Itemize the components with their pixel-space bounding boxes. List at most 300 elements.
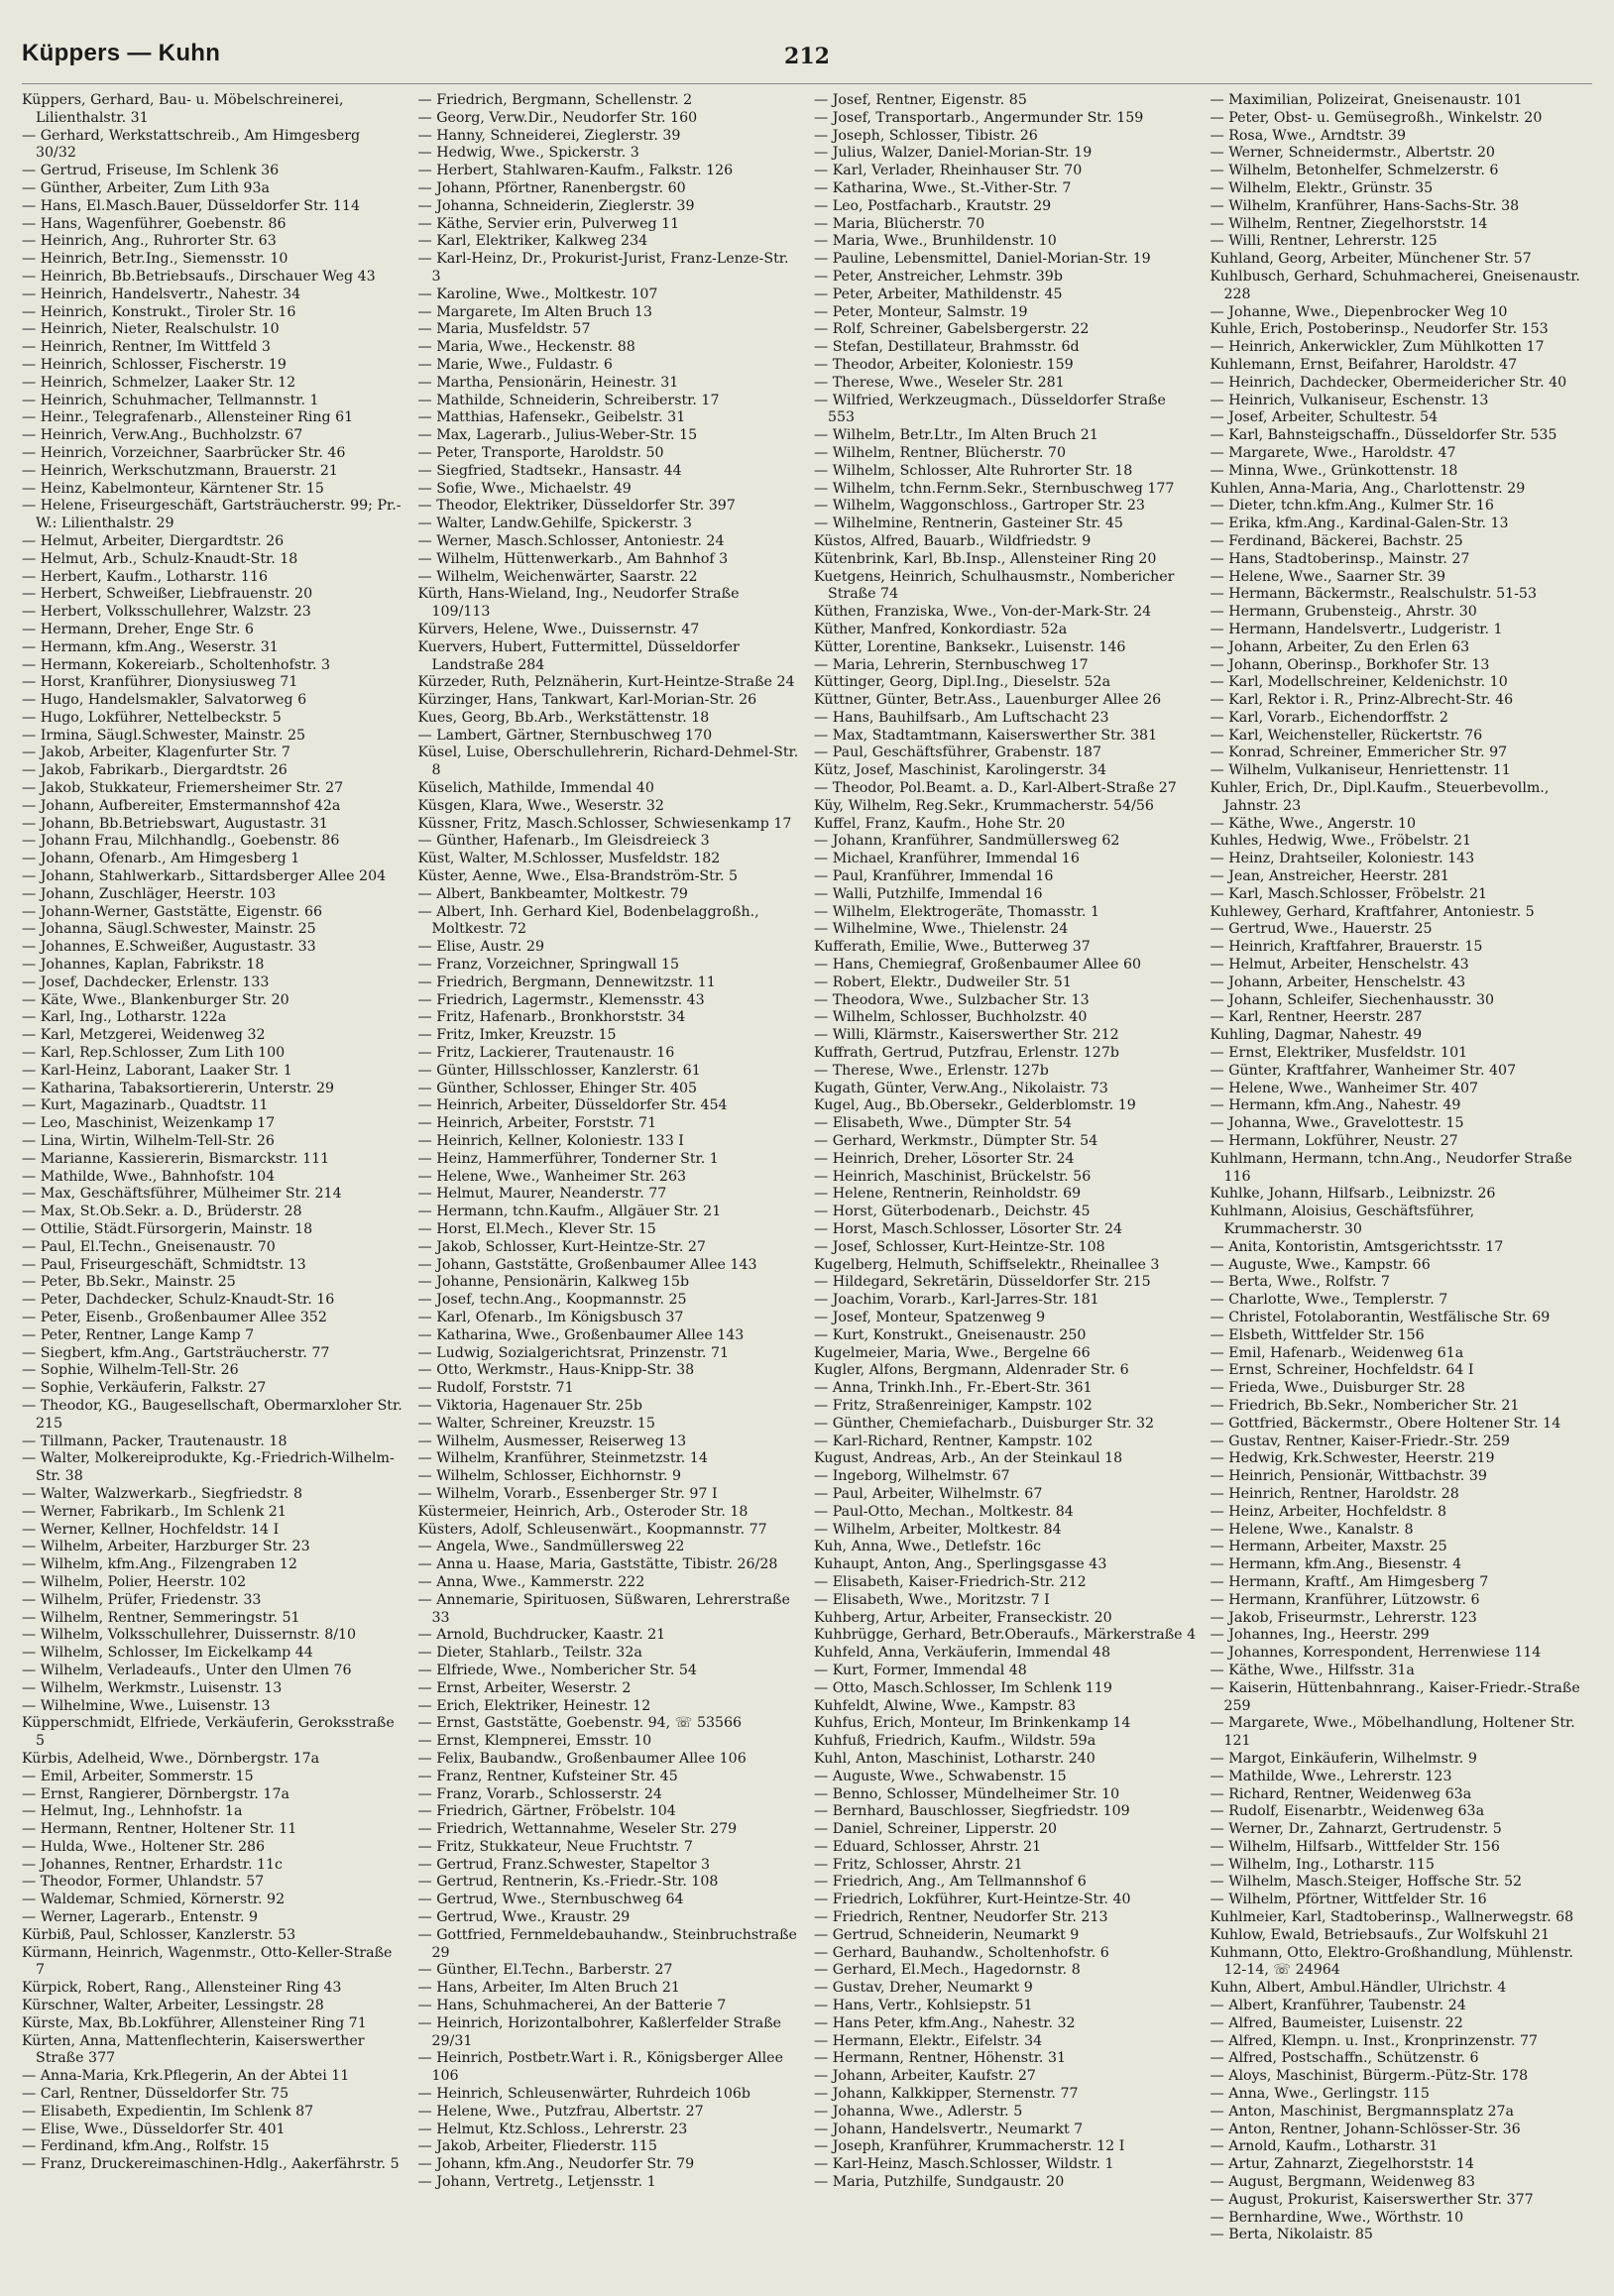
directory-entry: Kugler, Alfons, Bergmann, Aldenrader Str. 6 <box>814 1362 1129 1379</box>
directory-entry: Küstermeier, Heinrich, Arb., Osteroder Str. 18 <box>417 1503 749 1520</box>
directory-entry: Kürbis, Adelheid, Wwe., Dörnbergstr. 17a <box>22 1750 320 1767</box>
directory-entry: — Helene, Wwe., Kanalstr. 8 <box>1210 1521 1414 1538</box>
directory-entry: — Anna, Wwe., Kammerstr. 222 <box>417 1573 645 1590</box>
directory-entry: — Heinrich, Handelsvertr., Nahestr. 34 <box>22 286 301 302</box>
directory-entry: — Carl, Rentner, Düsseldorfer Str. 75 <box>22 2086 289 2103</box>
directory-entry: — Ernst, Schreiner, Hochfeldstr. 64 I <box>1210 1362 1474 1379</box>
directory-entry: — Friedrich, Rentner, Neudorfer Str. 213 <box>814 1909 1108 1926</box>
directory-entry: — Heinz, Drahtseiler, Koloniestr. 143 <box>1210 851 1475 867</box>
directory-entry: — Fritz, Hafenarb., Bronkhorststr. 34 <box>417 1009 686 1026</box>
directory-entry: — Maria, Lehrerin, Sternbuschweg 17 <box>814 656 1089 673</box>
directory-entry: — Rudolf, Forststr. 71 <box>417 1380 574 1397</box>
directory-entry: — Fritz, Stukkateur, Neue Fruchtstr. 7 <box>417 1838 693 1855</box>
directory-entry: — Wilhelm, Vulkaniseur, Henriettenstr. 11 <box>1210 762 1511 779</box>
directory-entry: — Johann-Werner, Gaststätte, Eigenstr. 66 <box>22 903 323 920</box>
directory-entry: — Mathilde, Wwe., Bahnhofstr. 104 <box>22 1168 276 1185</box>
directory-entry: — Eduard, Schlosser, Ahrstr. 21 <box>814 1838 1042 1855</box>
directory-entry: — Albert, Inh. Gerhard Kiel, Bodenbelaggroßh., Moltkestr. 72 <box>417 903 759 938</box>
directory-entry: Kuhland, Georg, Arbeiter, Münchener Str. 57 <box>1210 251 1532 268</box>
directory-entry: — Jean, Anstreicher, Heerstr. 281 <box>1210 868 1449 885</box>
directory-entry: Kuhles, Hedwig, Wwe., Fröbelstr. 21 <box>1210 833 1472 850</box>
directory-entry: — Karl, Rektor i. R., Prinz-Albrecht-Str. 46 <box>1210 692 1514 709</box>
directory-entry: Kuhlmann, Hermann, tchn.Ang., Neudorfer Straße 116 <box>1210 1150 1572 1185</box>
directory-entry: — Fritz, Imker, Kreuzstr. 15 <box>417 1027 617 1044</box>
directory-entry: — Peter, Obst- u. Gemüsegroßh., Winkelstr. 20 <box>1210 109 1543 126</box>
directory-entry: Kuhler, Erich, Dr., Dipl.Kaufm., Steuerbevollm., Jahnstr. 23 <box>1210 780 1550 814</box>
directory-entry: — Günther, Hafenarb., Im Gleisdreieck 3 <box>417 833 710 850</box>
directory-entry: — Walter, Landw.Gehilfe, Spickerstr. 3 <box>417 516 692 532</box>
directory-entry: — Walter, Schreiner, Kreuzstr. 15 <box>417 1415 655 1432</box>
directory-entry: — Benno, Schlosser, Mündelheimer Str. 10 <box>814 1785 1120 1802</box>
directory-entry: — Werner, Masch.Schlosser, Antoniestr. 24 <box>417 532 725 549</box>
directory-column-4 <box>1210 92 1593 2273</box>
directory-entry: — Sophie, Wilhelm-Tell-Str. 26 <box>22 1362 239 1379</box>
directory-entry: — Hans, Wagenführer, Goebenstr. 86 <box>22 215 287 232</box>
directory-entry: — Hermann, Lokführer, Neustr. 27 <box>1210 1133 1458 1150</box>
directory-entry: — Heinrich, Werkschutzmann, Brauerstr. 21 <box>22 462 338 479</box>
directory-entry: — Wilhelm, tchn.Fernm.Sekr., Sternbuschweg 177 <box>814 480 1175 497</box>
directory-entry: — Karl, Bahnsteigschaffn., Düsseldorfer Str. 535 <box>1210 427 1557 444</box>
directory-entry: — Elisabeth, Kaiser-Friedrich-Str. 212 <box>814 1573 1087 1590</box>
directory-entry: — Johannes, Kaplan, Fabrikstr. 18 <box>22 957 265 974</box>
directory-entry: — Wilhelmine, Rentnerin, Gasteiner Str. 45 <box>814 516 1123 532</box>
directory-entry: — Anna u. Haase, Maria, Gaststätte, Tibistr. 26/28 <box>417 1556 778 1573</box>
directory-entry: — Marie, Wwe., Fuldastr. 6 <box>417 356 613 373</box>
directory-entry: — Wilhelm, Volksschullehrer, Duissernstr. 8/10 <box>22 1627 357 1644</box>
directory-entry: Kuhberg, Artur, Arbeiter, Franseckistr. 20 <box>814 1609 1112 1626</box>
directory-entry: — Jakob, Schlosser, Kurt-Heintze-Str. 27 <box>417 1238 706 1255</box>
directory-entry: — Erich, Elektriker, Heinestr. 12 <box>417 1697 651 1714</box>
directory-entry: — Felix, Baubandw., Großenbaumer Allee 106 <box>417 1750 747 1767</box>
directory-entry: Kuhl, Anton, Maschinist, Lotharstr. 240 <box>814 1750 1095 1767</box>
directory-entry: — Sophie, Verkäuferin, Falkstr. 27 <box>22 1380 267 1397</box>
directory-columns <box>22 92 1592 2273</box>
directory-entry: — Maria, Wwe., Heckenstr. 88 <box>417 339 635 356</box>
directory-entry: — Julius, Walzer, Daniel-Morian-Str. 19 <box>814 145 1093 162</box>
directory-entry: — Gerhard, Werkmstr., Dümpter Str. 54 <box>814 1133 1098 1150</box>
directory-entry: — Wilhelm, Schlosser, Im Eickelkamp 44 <box>22 1645 313 1662</box>
directory-entry: — Paul, Kranführer, Immendal 16 <box>814 868 1054 885</box>
directory-entry: — Günther, Arbeiter, Zum Lith 93a <box>22 179 270 196</box>
directory-entry: Kuffrath, Gertrud, Putzfrau, Erlenstr. 127b <box>814 1045 1119 1062</box>
directory-entry: Kuhmann, Otto, Elektro-Großhandlung, Mühlenstr. 12-14, ☏ 24964 <box>1210 1944 1574 1979</box>
directory-entry: — Johannes, Rentner, Erhardstr. 11c <box>22 1856 284 1873</box>
directory-entry: — Friedrich, Ang., Am Tellmannshof 6 <box>814 1874 1087 1891</box>
directory-entry: — Karl-Heinz, Masch.Schlosser, Wildstr. 1 <box>814 2156 1114 2173</box>
directory-entry: — Johann, Vertretg., Letjensstr. 1 <box>417 2174 656 2191</box>
directory-entry: — Johann, kfm.Ang., Neudorfer Str. 79 <box>417 2156 695 2173</box>
directory-entry: — August, Prokurist, Kaiserswerther Str. 377 <box>1210 2191 1534 2208</box>
directory-entry: — Heinz, Hammerführer, Tonderner Str. 1 <box>417 1150 719 1167</box>
directory-entry: — Wilhelm, Arbeiter, Harzburger Str. 23 <box>22 1539 310 1555</box>
directory-entry: — Tillmann, Packer, Trautenaustr. 18 <box>22 1433 288 1449</box>
directory-entry: — Emil, Hafenarb., Weidenweg 61a <box>1210 1344 1464 1361</box>
directory-entry: — Karoline, Wwe., Moltkestr. 107 <box>417 286 658 302</box>
directory-entry: — Heinz, Arbeiter, Hochfeldstr. 8 <box>1210 1503 1447 1520</box>
directory-entry: — Hermann, kfm.Ang., Nahestr. 49 <box>1210 1097 1461 1114</box>
directory-entry: — Karl, Ing., Lotharstr. 122a <box>22 1009 227 1026</box>
directory-entry: — Auguste, Wwe., Kampstr. 66 <box>1210 1256 1431 1273</box>
directory-entry: Küttinger, Georg, Dipl.Ing., Dieselstr. 52a <box>814 674 1111 691</box>
directory-entry: Kufferath, Emilie, Wwe., Butterweg 37 <box>814 939 1091 956</box>
directory-entry: Kugust, Andreas, Arb., An der Steinkaul 18 <box>814 1450 1123 1467</box>
directory-entry: — Peter, Anstreicher, Lehmstr. 39b <box>814 268 1063 285</box>
directory-entry: Küsters, Adolf, Schleusenwärt., Koopmannstr. 77 <box>417 1521 767 1538</box>
directory-entry: — Annemarie, Spirituosen, Süßwaren, Lehrerstraße 33 <box>417 1591 790 1626</box>
directory-entry: — Katharina, Wwe., St.-Vither-Str. 7 <box>814 179 1072 196</box>
directory-entry: — Johannes, Korrespondent, Herrenwiese 114 <box>1210 1645 1542 1662</box>
directory-entry: — Rolf, Schreiner, Gabelsbergerstr. 22 <box>814 321 1090 338</box>
directory-entry: — Anna-Maria, Krk.Pflegerin, An der Abtei 11 <box>22 2068 350 2085</box>
directory-entry: — Rosa, Wwe., Arndtstr. 39 <box>1210 127 1407 144</box>
directory-entry: — Willi, Rentner, Lehrerstr. 125 <box>1210 233 1438 250</box>
directory-entry: Kuhbrügge, Gerhard, Betr.Oberaufs., Märkerstraße 4 <box>814 1627 1197 1644</box>
directory-entry: — Gerhard, El.Mech., Hagedornstr. 8 <box>814 1962 1081 1979</box>
directory-entry: — Siegbert, kfm.Ang., Gartsträucherstr. 77 <box>22 1344 330 1361</box>
directory-entry: — Fritz, Schlosser, Ahrstr. 21 <box>814 1856 1023 1873</box>
directory-entry: — Johann, Gaststätte, Großenbaumer Allee 143 <box>417 1256 757 1273</box>
directory-entry: — Hans, El.Masch.Bauer, Düsseldorfer Str. 114 <box>22 197 360 214</box>
directory-entry: — Karl, Rep.Schlosser, Zum Lith 100 <box>22 1045 286 1062</box>
directory-entry: — Heinz, Kabelmonteur, Kärntener Str. 15 <box>22 480 324 497</box>
directory-entry: — Mathilde, Schneiderin, Schreiberstr. 17 <box>417 392 720 408</box>
directory-entry: Kütter, Lorentine, Banksekr., Luisenstr. 146 <box>814 638 1126 655</box>
directory-entry: — Kurt, Magazinarb., Quadtstr. 11 <box>22 1097 269 1114</box>
directory-entry: — Josef, Transportarb., Angermunder Str. 159 <box>814 109 1144 126</box>
directory-entry: Kuhfuß, Friedrich, Kaufm., Wildstr. 59a <box>814 1733 1096 1750</box>
directory-entry: — Helene, Wwe., Saarner Str. 39 <box>1210 568 1446 585</box>
directory-entry: Kuervers, Hubert, Futtermittel, Düsseldorfer Landstraße 284 <box>417 638 740 673</box>
directory-entry: Kugath, Günter, Verw.Ang., Nikolaistr. 73 <box>814 1080 1108 1096</box>
directory-entry: — Alfred, Klempn. u. Inst., Kronprinzenstr. 77 <box>1210 2032 1539 2049</box>
directory-entry: — Alfred, Baumeister, Luisenstr. 22 <box>1210 2014 1463 2031</box>
directory-entry: — Johanne, Pensionärin, Kalkweg 15b <box>417 1274 690 1291</box>
directory-entry: — Helmut, Ing., Lehnhofstr. 1a <box>22 1803 243 1820</box>
directory-entry: — Alfred, Postschaffn., Schützenstr. 6 <box>1210 2050 1479 2067</box>
directory-entry: Kugelmeier, Maria, Wwe., Bergelne 66 <box>814 1344 1091 1361</box>
directory-entry: — Kaiserin, Hüttenbahnrang., Kaiser-Friedr.-Straße 259 <box>1210 1679 1580 1714</box>
directory-entry: — Elsbeth, Wittfelder Str. 156 <box>1210 1326 1425 1343</box>
directory-entry: — Anton, Maschinist, Bergmannsplatz 27a <box>1210 2103 1514 2120</box>
directory-entry: — Wilhelm, Kranführer, Hans-Sachs-Str. 38 <box>1210 197 1520 214</box>
directory-entry: — Irmina, Säugl.Schwester, Mainstr. 25 <box>22 727 306 744</box>
directory-entry: — Johannes, E.Schweißer, Augustastr. 33 <box>22 939 316 956</box>
directory-entry: — Wilhelm, Polier, Heerstr. 102 <box>22 1573 247 1590</box>
directory-entry: Kuhlbusch, Gerhard, Schuhmacherei, Gneisenaustr. 228 <box>1210 268 1580 302</box>
directory-entry: — Heinrich, Schlosser, Fischerstr. 19 <box>22 356 287 373</box>
directory-entry: — Elise, Austr. 29 <box>417 939 544 956</box>
directory-entry: — Margarete, Im Alten Bruch 13 <box>417 303 652 320</box>
directory-entry: — Johanna, Schneiderin, Zieglerstr. 39 <box>417 197 695 214</box>
directory-entry: — Lambert, Gärtner, Sternbuschweg 170 <box>417 727 713 744</box>
directory-entry: — Friedrich, Bergmann, Dennewitzstr. 11 <box>417 974 716 990</box>
directory-entry: — Wilhelm, Rentner, Semmeringstr. 51 <box>22 1609 300 1626</box>
directory-entry: — Konrad, Schreiner, Emmericher Str. 97 <box>1210 745 1508 761</box>
directory-entry: — Paul, Geschäftsführer, Grabenstr. 187 <box>814 745 1101 761</box>
directory-entry: — Wilhelm, Ing., Lotharstr. 115 <box>1210 1856 1435 1873</box>
directory-entry: — Johanna, Wwe., Adlerstr. 5 <box>814 2103 1023 2120</box>
page-number: 212 <box>784 44 830 69</box>
directory-entry: — Heinrich, Ang., Ruhrorter Str. 63 <box>22 233 277 250</box>
directory-entry: — Wilfried, Werkzeugmach., Düsseldorfer Straße 553 <box>814 392 1166 426</box>
directory-entry: — Franz, Druckereimaschinen-Hdlg., Aakerfährstr. 5 <box>22 2156 400 2173</box>
directory-entry: — Jakob, Fabrikarb., Diergardtstr. 26 <box>22 762 288 779</box>
directory-entry: — Johanna, Wwe., Gravelottestr. 15 <box>1210 1115 1464 1132</box>
directory-entry: — Jakob, Arbeiter, Fliederstr. 115 <box>417 2138 657 2155</box>
directory-entry: — Johanne, Wwe., Diepenbrocker Weg 10 <box>1210 303 1508 320</box>
directory-entry: Küssner, Fritz, Masch.Schlosser, Schwiesenkamp 17 <box>417 815 792 832</box>
directory-entry: — Gertrud, Rentnerin, Ks.-Friedr.-Str. 108 <box>417 1874 719 1891</box>
directory-entry: — Käthe, Servier erin, Pulverweg 11 <box>417 215 680 232</box>
directory-entry: — Mathilde, Wwe., Lehrerstr. 123 <box>1210 1768 1452 1784</box>
directory-entry: — Ingeborg, Wilhelmstr. 67 <box>814 1468 1010 1485</box>
directory-entry: — Peter, Dachdecker, Schulz-Knaudt-Str. 16 <box>22 1292 335 1309</box>
directory-entry: Kuhlen, Anna-Maria, Ang., Charlottenstr. 29 <box>1210 480 1526 497</box>
directory-entry: — Joseph, Schlosser, Tibistr. 26 <box>814 127 1038 144</box>
directory-entry: — Josef, techn.Ang., Koopmannstr. 25 <box>417 1292 687 1309</box>
directory-entry: — Hugo, Handelsmakler, Salvatorweg 6 <box>22 692 307 709</box>
directory-entry: Küsel, Luise, Oberschullehrerin, Richard-Dehmel-Str. 8 <box>417 745 799 779</box>
directory-entry: — Heinrich, Rentner, Im Wittfeld 3 <box>22 339 271 356</box>
directory-entry: — Hans, Arbeiter, Im Alten Bruch 21 <box>417 1980 680 1997</box>
directory-entry: — Jakob, Arbeiter, Klagenfurter Str. 7 <box>22 745 290 761</box>
directory-entry: — Heinrich, Ankerwickler, Zum Mühlkotten 17 <box>1210 339 1545 356</box>
directory-entry: — Helene, Wwe., Wanheimer Str. 407 <box>1210 1080 1479 1096</box>
directory-entry: — Wilhelmine, Wwe., Thielenstr. 24 <box>814 921 1069 938</box>
directory-entry: — Wilhelm, Pförtner, Wittfelder Str. 16 <box>1210 1892 1487 1908</box>
directory-entry: — Franz, Rentner, Kufsteiner Str. 45 <box>417 1768 678 1784</box>
directory-entry: — Helmut, Arbeiter, Henschelstr. 43 <box>1210 957 1469 974</box>
directory-entry: — Karl, Masch.Schlosser, Fröbelstr. 21 <box>1210 885 1487 902</box>
directory-entry: — Ferdinand, kfm.Ang., Rolfstr. 15 <box>22 2138 270 2155</box>
directory-entry: — Gertrud, Wwe., Hauerstr. 25 <box>1210 921 1433 938</box>
directory-entry: — Wilhelm, Masch.Steiger, Hoffsche Str. 52 <box>1210 1874 1523 1891</box>
directory-entry: — Johann, Kalkkipper, Sternenstr. 77 <box>814 2086 1079 2103</box>
directory-entry: Kürvers, Helene, Wwe., Duissernstr. 47 <box>417 621 700 637</box>
directory-entry: — Walli, Putzhilfe, Immendal 16 <box>814 885 1043 902</box>
directory-entry: Kuhlke, Johann, Hilfsarb., Leibnizstr. 26 <box>1210 1186 1496 1203</box>
directory-entry: — Heinrich, Schmelzer, Laaker Str. 12 <box>22 374 296 391</box>
directory-entry: — Karl, Ofenarb., Im Königsbusch 37 <box>417 1309 684 1325</box>
directory-entry: — Gerhard, Bauhandw., Scholtenhofstr. 6 <box>814 1944 1109 1961</box>
directory-entry: Kuetgens, Heinrich, Schulhausmstr., Nombericher Straße 74 <box>814 568 1175 603</box>
directory-entry: — Walter, Walzwerkarb., Siegfriedstr. 8 <box>22 1485 303 1502</box>
directory-entry: — Arnold, Kaufm., Lotharstr. 31 <box>1210 2138 1439 2155</box>
directory-entry: — Ernst, Rangierer, Dörnbergstr. 17a <box>22 1785 289 1802</box>
directory-entry: — Rudolf, Eisenarbtr., Weidenweg 63a <box>1210 1803 1485 1820</box>
directory-entry: — Paul, Friseurgeschäft, Schmidtstr. 13 <box>22 1256 306 1273</box>
directory-entry: Kugel, Aug., Bb.Obersekr., Gelderblomstr. 19 <box>814 1097 1136 1114</box>
directory-entry: — Wilhelm, Vorarb., Essenberger Str. 97 I <box>417 1485 718 1502</box>
directory-entry: — Paul, Arbeiter, Wilhelmstr. 67 <box>814 1485 1043 1502</box>
directory-entry: — Hedwig, Krk.Schwester, Heerstr. 219 <box>1210 1450 1495 1467</box>
directory-entry: — Anna, Trinkh.Inh., Fr.-Ebert-Str. 361 <box>814 1380 1093 1397</box>
directory-entry: — Helmut, Arb., Schulz-Knaudt-Str. 18 <box>22 550 298 567</box>
directory-entry: — Johann, Aufbereiter, Emstermannshof 42a <box>22 797 341 814</box>
directory-entry: Kugelberg, Helmuth, Schiffselektr., Rheinallee 3 <box>814 1256 1160 1273</box>
running-title: Küppers — Kuhn <box>22 40 221 66</box>
directory-entry: — Katharina, Wwe., Großenbaumer Allee 143 <box>417 1326 745 1343</box>
directory-entry: — Helene, Friseurgeschäft, Gartsträucherstr. 99; Pr.-W.: Lilienthalstr. 29 <box>22 498 402 532</box>
directory-entry: — Günther, Chemiefacharb., Duisburger Str. 32 <box>814 1415 1155 1432</box>
directory-entry: — Hermann, kfm.Ang., Weserstr. 31 <box>22 638 279 655</box>
directory-entry: — Elfriede, Wwe., Nombericher Str. 54 <box>417 1662 697 1678</box>
directory-entry: — Werner, Dr., Zahnarzt, Gertrudenstr. 5 <box>1210 1821 1502 1838</box>
directory-entry: — Frieda, Wwe., Duisburger Str. 28 <box>1210 1380 1465 1397</box>
directory-entry: — Helmut, Arbeiter, Diergardtstr. 26 <box>22 532 285 549</box>
directory-entry: — Jakob, Stukkateur, Friemersheimer Str. 27 <box>22 780 344 797</box>
directory-entry: — Hedwig, Wwe., Spickerstr. 3 <box>417 145 639 162</box>
directory-entry: — Käthe, Wwe., Angerstr. 10 <box>1210 815 1417 832</box>
directory-entry: — Otto, Masch.Schlosser, Im Schlenk 119 <box>814 1679 1112 1696</box>
directory-entry: — Max, Geschäftsführer, Mülheimer Str. 214 <box>22 1186 342 1203</box>
directory-entry: — Emil, Arbeiter, Sommerstr. 15 <box>22 1768 254 1784</box>
directory-entry: — Wilhelm, Elektrogeräte, Thomasstr. 1 <box>814 903 1099 920</box>
directory-entry: — Gerhard, Werkstattschreib., Am Himgesberg 30/32 <box>22 127 361 162</box>
directory-entry: — Franz, Vorzeichner, Springwall 15 <box>417 957 680 974</box>
directory-entry: — Hugo, Lokführer, Nettelbeckstr. 5 <box>22 709 282 726</box>
directory-entry: — Heinrich, Dachdecker, Obermeidericher Str. 40 <box>1210 374 1567 391</box>
directory-entry: — Johann, Ofenarb., Am Himgesberg 1 <box>22 851 300 867</box>
directory-entry: — Friedrich, Bb.Sekr., Nombericher Str. 21 <box>1210 1397 1520 1414</box>
directory-entry: Küselich, Mathilde, Immendal 40 <box>417 780 654 797</box>
directory-entry: — Waldemar, Schmied, Körnerstr. 92 <box>22 1892 286 1908</box>
directory-entry: Kürpick, Robert, Rang., Allensteiner Ring 43 <box>22 1980 342 1997</box>
directory-entry: — Horst, Masch.Schlosser, Lösorter Str. 24 <box>814 1221 1123 1237</box>
directory-entry: — Theodor, Former, Uhlandstr. 57 <box>22 1874 265 1891</box>
directory-entry: — Theodor, KG., Baugesellschaft, Obermarxloher Str. 215 <box>22 1397 403 1432</box>
directory-entry: — Maria, Putzhilfe, Sundgaustr. 20 <box>814 2174 1065 2191</box>
directory-entry: — Werner, Lagerarb., Entenstr. 9 <box>22 1909 259 1926</box>
directory-entry: Kürzinger, Hans, Tankwart, Karl-Morian-Str. 26 <box>417 692 757 709</box>
directory-entry: — Peter, Monteur, Salmstr. 19 <box>814 303 1028 320</box>
directory-entry: — Wilhelm, Verladeaufs., Unter den Ulmen 76 <box>22 1662 352 1678</box>
directory-entry: — Max, St.Ob.Sekr. a. D., Brüderstr. 28 <box>22 1204 302 1220</box>
directory-entry: — Heinrich, Maschinist, Brückelstr. 56 <box>814 1168 1092 1185</box>
directory-entry: — Martha, Pensionärin, Heinestr. 31 <box>417 374 679 391</box>
directory-entry: — Johann, Zuschläger, Heerstr. 103 <box>22 885 277 902</box>
directory-entry: — Michael, Kranführer, Immendal 16 <box>814 851 1080 867</box>
directory-entry: — Heinr., Telegrafenarb., Allensteiner Ring 61 <box>22 409 354 426</box>
directory-entry: — Karl-Heinz, Laborant, Laaker Str. 1 <box>22 1062 292 1079</box>
directory-entry: — Fritz, Lackierer, Trautenaustr. 16 <box>417 1045 675 1062</box>
directory-entry: — Herbert, Schweißer, Liebfrauenstr. 20 <box>22 586 313 603</box>
directory-entry: Kürmann, Heinrich, Wagenmstr., Otto-Keller-Straße 7 <box>22 1944 393 1979</box>
directory-entry: — Karl, Metzgerei, Weidenweg 32 <box>22 1027 266 1044</box>
directory-entry: Kürbiß, Paul, Schlosser, Kanzlerstr. 53 <box>22 1926 296 1943</box>
directory-entry: — Werner, Schneidermstr., Albertstr. 20 <box>1210 145 1495 162</box>
directory-entry: — Karl, Rentner, Heerstr. 287 <box>1210 1009 1423 1026</box>
directory-column-3 <box>814 92 1197 2273</box>
directory-entry: Kürste, Max, Bb.Lokführer, Allensteiner Ring 71 <box>22 2014 367 2031</box>
directory-entry: — Heinrich, Verw.Ang., Buchholzstr. 67 <box>22 427 303 444</box>
directory-entry: Küthen, Franziska, Wwe., Von-der-Mark-Str. 24 <box>814 604 1152 621</box>
directory-entry: — Peter, Rentner, Lange Kamp 7 <box>22 1326 255 1343</box>
directory-entry: — Theodor, Arbeiter, Koloniestr. 159 <box>814 356 1074 373</box>
directory-entry: — Margot, Einkäuferin, Wilhelmstr. 9 <box>1210 1750 1477 1767</box>
directory-entry: — Franz, Vorarb., Schlosserstr. 24 <box>417 1785 662 1802</box>
directory-entry: — Heinrich, Dreher, Lösorter Str. 24 <box>814 1150 1075 1167</box>
directory-entry: — Helene, Rentnerin, Reinholdstr. 69 <box>814 1186 1082 1203</box>
directory-entry: — Gustav, Dreher, Neumarkt 9 <box>814 1980 1033 1997</box>
directory-entry: — Peter, Arbeiter, Mathildenstr. 45 <box>814 286 1063 302</box>
directory-entry: — Erika, kfm.Ang., Kardinal-Galen-Str. 13 <box>1210 516 1509 532</box>
directory-entry: — Peter, Transporte, Haroldstr. 50 <box>417 444 664 461</box>
directory-entry: — Maria, Musfeldstr. 57 <box>417 321 591 338</box>
directory-entry: — Helene, Wwe., Wanheimer Str. 263 <box>417 1168 687 1185</box>
directory-entry: — Hermann, Dreher, Enge Str. 6 <box>22 621 254 637</box>
directory-entry: — Berta, Nikolaistr. 85 <box>1210 2227 1373 2243</box>
directory-entry: — Dieter, tchn.kfm.Ang., Kulmer Str. 16 <box>1210 498 1494 515</box>
directory-entry: — Richard, Rentner, Weidenweg 63a <box>1210 1785 1472 1802</box>
directory-entry: — Otto, Werkmstr., Haus-Knipp-Str. 38 <box>417 1362 695 1379</box>
directory-entry: — Karl, Weichensteller, Rückertstr. 76 <box>1210 727 1483 744</box>
directory-entry: — Johann, Arbeiter, Zu den Erlen 63 <box>1210 638 1470 655</box>
directory-entry: — Therese, Wwe., Erlenstr. 127b <box>814 1062 1049 1079</box>
directory-entry: — Günther, Schlosser, Ehinger Str. 405 <box>417 1080 698 1096</box>
directory-entry: — Friedrich, Bergmann, Schellenstr. 2 <box>417 92 693 108</box>
directory-entry: — Elisabeth, Expedientin, Im Schlenk 87 <box>22 2103 314 2120</box>
directory-entry: Küsgen, Klara, Wwe., Weserstr. 32 <box>417 797 664 814</box>
directory-entry: — Max, Stadtamtmann, Kaiserswerther Str. 381 <box>814 727 1158 744</box>
directory-entry: — Therese, Wwe., Weseler Str. 281 <box>814 374 1065 391</box>
directory-entry: Küy, Wilhelm, Reg.Sekr., Krummacherstr. 54/56 <box>814 797 1154 814</box>
directory-entry: — Hildegard, Sekretärin, Düsseldorfer Str. 215 <box>814 1274 1151 1291</box>
directory-entry: — Johann Frau, Milchhandlg., Goebenstr. 86 <box>22 833 340 850</box>
directory-entry: — Heinrich, Schuhmacher, Tellmannstr. 1 <box>22 392 319 408</box>
directory-entry: — Josef, Monteur, Spatzenweg 9 <box>814 1309 1046 1325</box>
directory-entry: Kürth, Hans-Wieland, Ing., Neudorfer Straße 109/113 <box>417 586 740 621</box>
directory-entry: — Wilhelm, Ausmesser, Reiserweg 13 <box>417 1433 687 1449</box>
directory-entry: — Werner, Kellner, Hochfeldstr. 14 I <box>22 1521 280 1538</box>
directory-entry: — Bernhard, Bauschlosser, Siegfriedstr. 109 <box>814 1803 1130 1820</box>
directory-entry: — Artur, Zahnarzt, Ziegelhorststr. 14 <box>1210 2156 1474 2173</box>
directory-entry: — Wilhelm, Weichenwärter, Saarstr. 22 <box>417 568 698 585</box>
directory-entry: — Viktoria, Hagenauer Str. 25b <box>417 1397 642 1414</box>
directory-entry: — Horst, El.Mech., Klever Str. 15 <box>417 1221 656 1237</box>
directory-entry: — Johann, Arbeiter, Henschelstr. 43 <box>1210 974 1466 990</box>
directory-entry: — Helmut, Maurer, Neanderstr. 77 <box>417 1186 667 1203</box>
directory-entry: Kütenbrink, Karl, Bb.Insp., Allensteiner Ring 20 <box>814 550 1157 567</box>
directory-entry: — Johanna, Säugl.Schwester, Mainstr. 25 <box>22 921 316 938</box>
directory-entry: — Theodor, Elektriker, Düsseldorfer Str. 397 <box>417 498 736 515</box>
directory-entry: — Wilhelm, Rentner, Ziegelhorststr. 14 <box>1210 215 1488 232</box>
directory-entry: — Gertrud, Friseuse, Im Schlenk 36 <box>22 163 280 179</box>
directory-entry: — Gottfried, Fernmeldebauhandw., Steinbruchstraße 29 <box>417 1926 797 1961</box>
directory-entry: — Wilhelm, Schlosser, Eichhornstr. 9 <box>417 1468 682 1485</box>
directory-entry: — Matthias, Hafensekr., Geibelstr. 31 <box>417 409 686 426</box>
directory-entry: — Heinrich, Kellner, Koloniestr. 133 I <box>417 1133 684 1150</box>
directory-entry: — Wilhelm, Prüfer, Friedenstr. 33 <box>22 1591 262 1608</box>
directory-entry: — Elise, Wwe., Düsseldorfer Str. 401 <box>22 2121 286 2137</box>
directory-entry: — Joachim, Vorarb., Karl-Jarres-Str. 181 <box>814 1292 1099 1309</box>
directory-entry: — Charlotte, Wwe., Templerstr. 7 <box>1210 1292 1448 1309</box>
directory-entry: Küstos, Alfred, Bauarb., Wildfriedstr. 9 <box>814 532 1092 549</box>
directory-column-1 <box>22 92 404 2273</box>
directory-entry: Küster, Aenne, Wwe., Elsa-Brandström-Str. 5 <box>417 868 739 885</box>
directory-entry: — Heinrich, Bb.Betriebsaufs., Dirschauer Weg 43 <box>22 268 376 285</box>
directory-entry: — Josef, Schlosser, Kurt-Heintze-Str. 108 <box>814 1238 1105 1255</box>
directory-entry: — Hermann, Bäckermstr., Realschulstr. 51-53 <box>1210 586 1537 603</box>
directory-entry: Kürten, Anna, Mattenflechterin, Kaiserswerther Straße 377 <box>22 2032 365 2067</box>
directory-entry: — Elisabeth, Wwe., Moritzstr. 7 I <box>814 1591 1050 1608</box>
directory-entry: — Wilhelm, Waggonschloss., Gartroper Str. 23 <box>814 498 1145 515</box>
directory-entry: Kuhling, Dagmar, Nahestr. 49 <box>1210 1027 1423 1044</box>
directory-entry: — Karl-Heinz, Dr., Prokurist-Jurist, Franz-Lenze-Str. 3 <box>417 251 789 285</box>
directory-entry: — Helene, Wwe., Putzfrau, Albertstr. 27 <box>417 2103 704 2120</box>
directory-entry: — Johann, Schleifer, Siechenhausstr. 30 <box>1210 991 1495 1008</box>
directory-entry: — Kurt, Former, Immendal 48 <box>814 1662 1027 1678</box>
